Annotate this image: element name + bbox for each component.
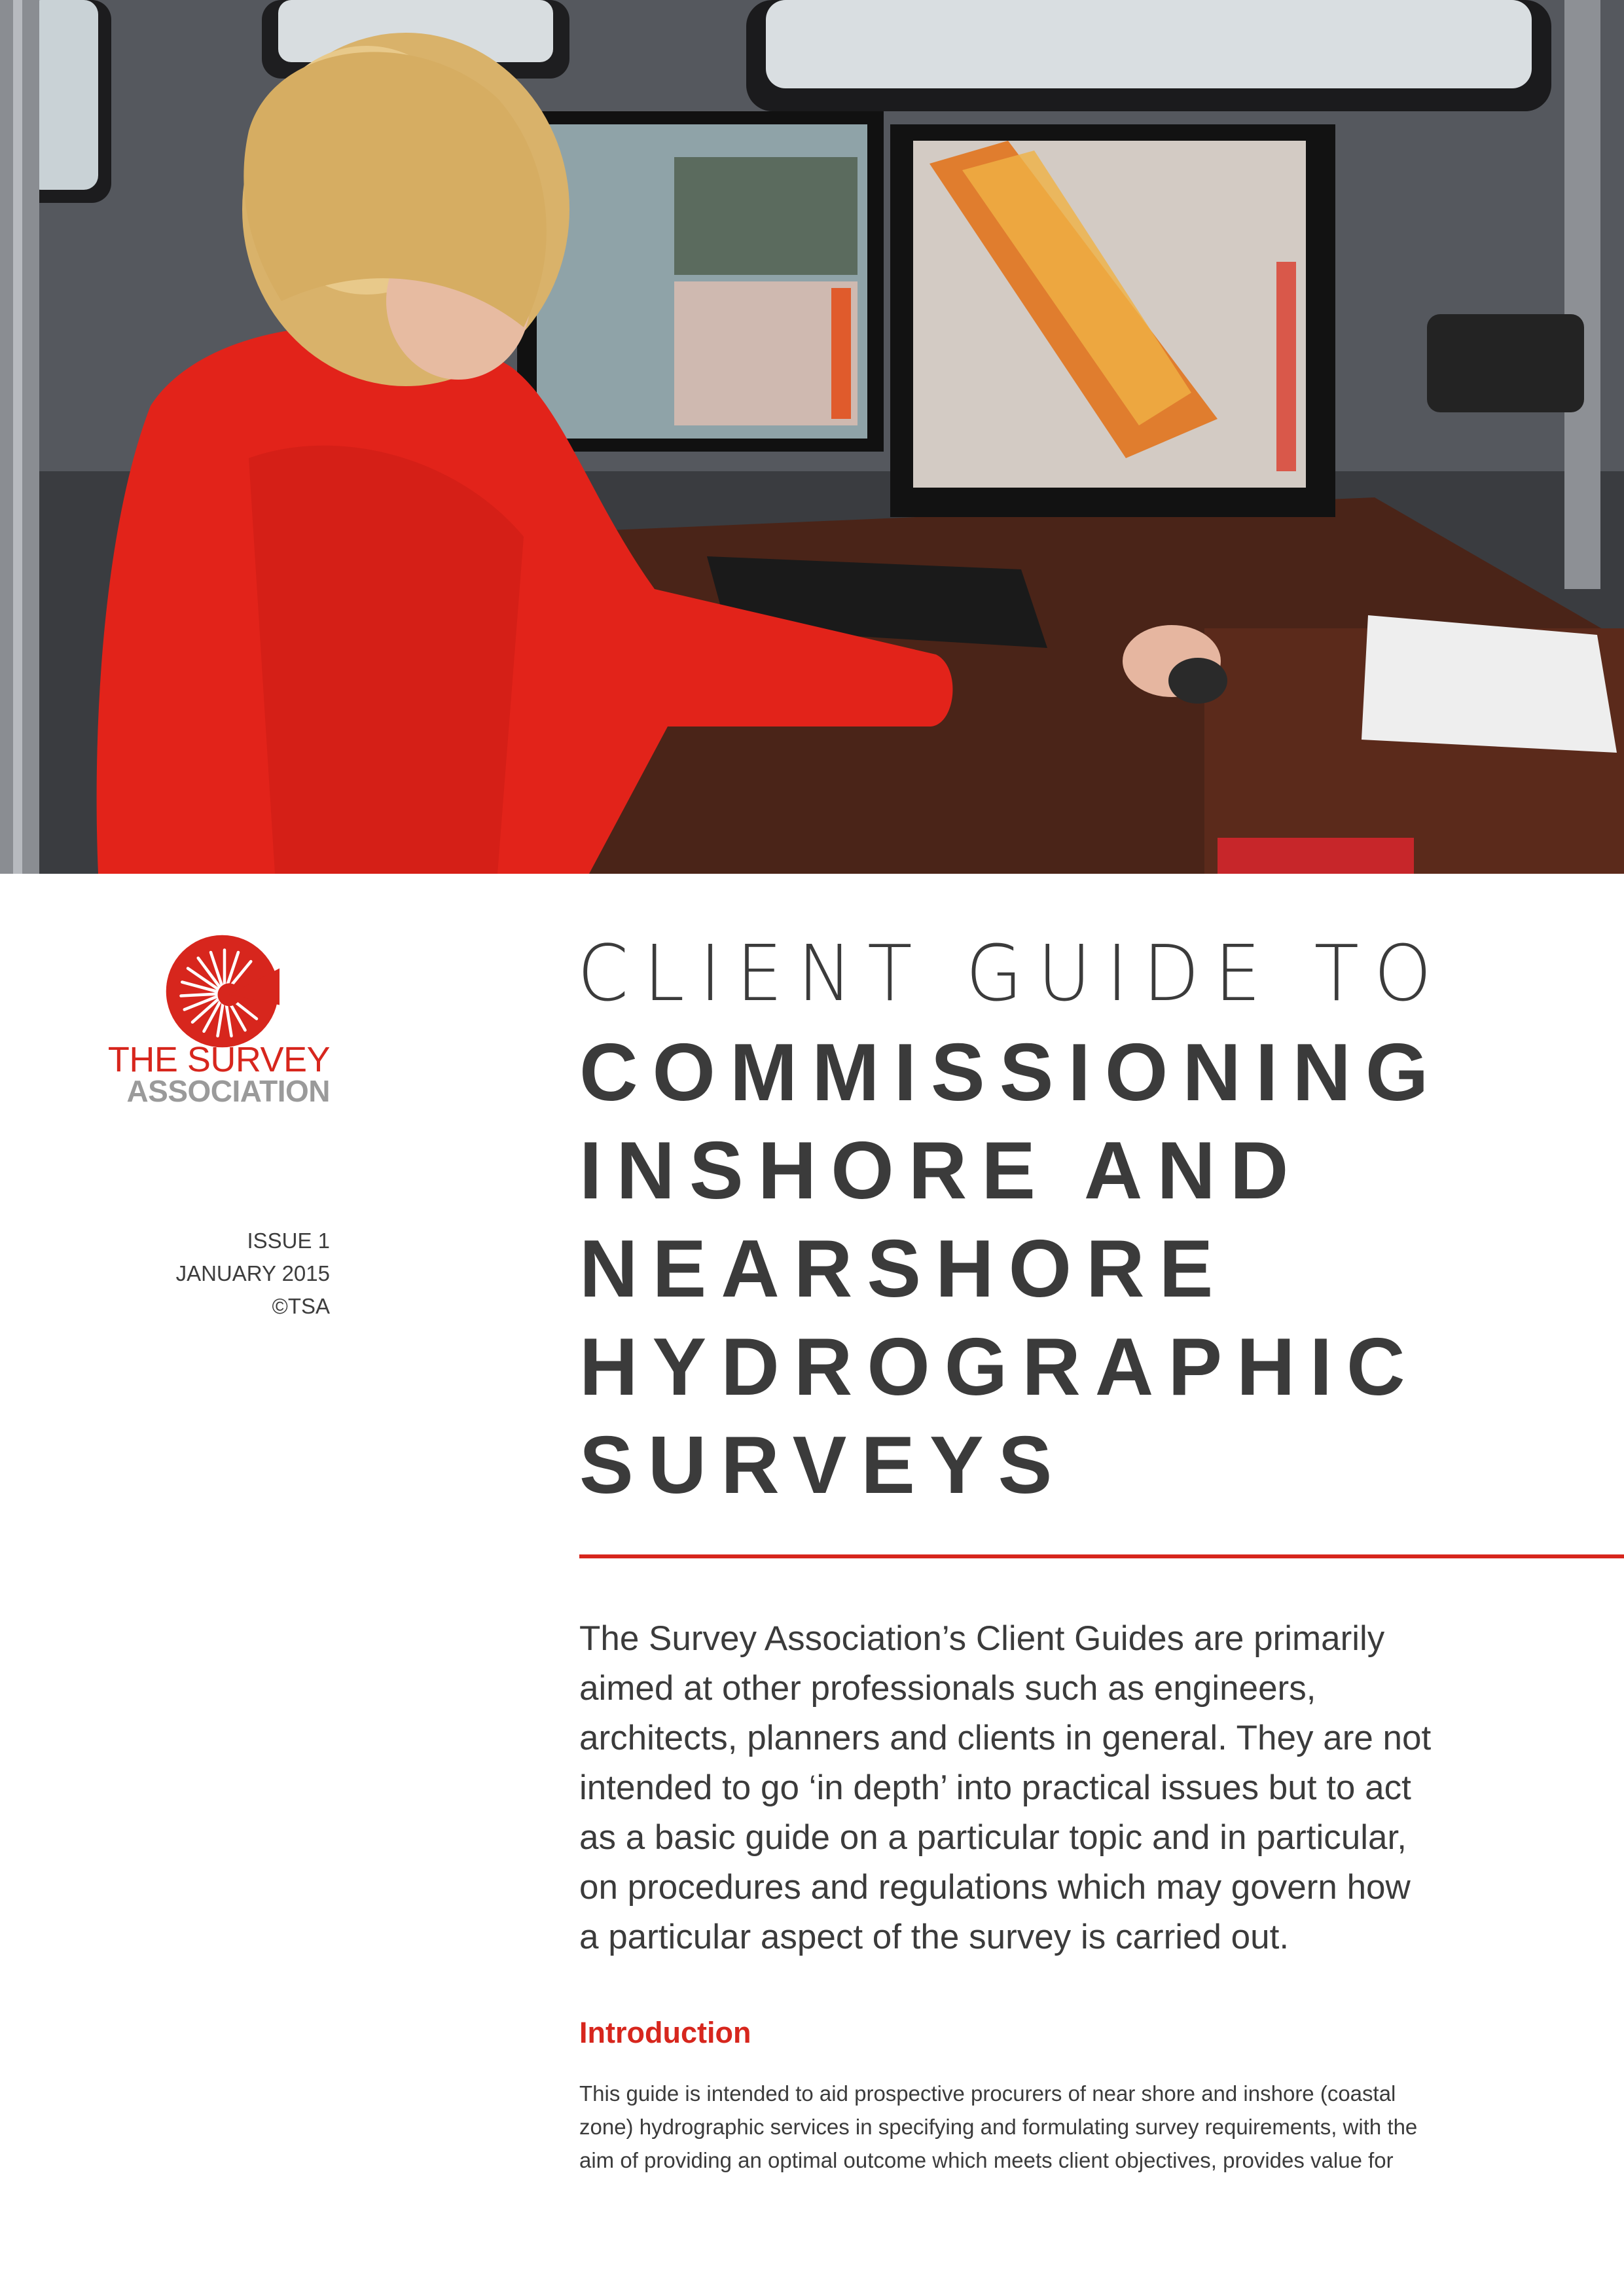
title-bold-line: NEARSHORE [579, 1224, 1228, 1314]
logo-wordmark-line2: ASSOCIATION [126, 1074, 330, 1108]
copyright-notice: ©TSA [272, 1294, 330, 1318]
cover-photo [0, 0, 1624, 874]
title-bold-line: SURVEYS [579, 1420, 1067, 1511]
title-bold-line: INSHORE AND [579, 1126, 1303, 1216]
introduction-line: aim of providing an optimal outcome which meets client objectives, provides value for [579, 2148, 1394, 2172]
issue-date: JANUARY 2015 [175, 1261, 330, 1285]
issue-number: ISSUE 1 [247, 1229, 330, 1253]
lead-line: as a basic guide on a particular topic and in particular, [579, 1818, 1407, 1857]
lead-line: architects, planners and clients in general. They are not [579, 1719, 1432, 1757]
photo-surveyor-at-monitors [0, 0, 1624, 874]
introduction-line: This guide is intended to aid prospective procurers of near shore and inshore (coastal [579, 2081, 1396, 2106]
lead-line: on procedures and regulations which may govern how [579, 1868, 1411, 1907]
lead-line: aimed at other professionals such as engineers, [579, 1669, 1316, 1708]
introduction-heading: Introduction [579, 2016, 751, 2049]
title-bold-line: COMMISSIONING [579, 1028, 1443, 1118]
introduction-line: zone) hydrographic services in specifying and formulating survey requirements, with the [579, 2115, 1418, 2139]
lead-line: The Survey Association’s Client Guides are primarily [579, 1619, 1385, 1658]
survey-association-logo-icon [165, 934, 280, 1049]
title-light-line: CLIENT GUIDE TO [577, 929, 1447, 1019]
logo-wordmark-line1: THE SURVEY [107, 1040, 330, 1079]
introduction-body [579, 2077, 1600, 2177]
lead-line: intended to go ‘in depth’ into practical issues but to act [579, 1768, 1411, 1807]
title-divider [579, 1554, 1624, 1558]
lead-paragraph [579, 1614, 1574, 1962]
lead-line: a particular aspect of the survey is carried out. [579, 1918, 1290, 1956]
title-bold-line: HYDROGRAPHIC [579, 1322, 1420, 1412]
